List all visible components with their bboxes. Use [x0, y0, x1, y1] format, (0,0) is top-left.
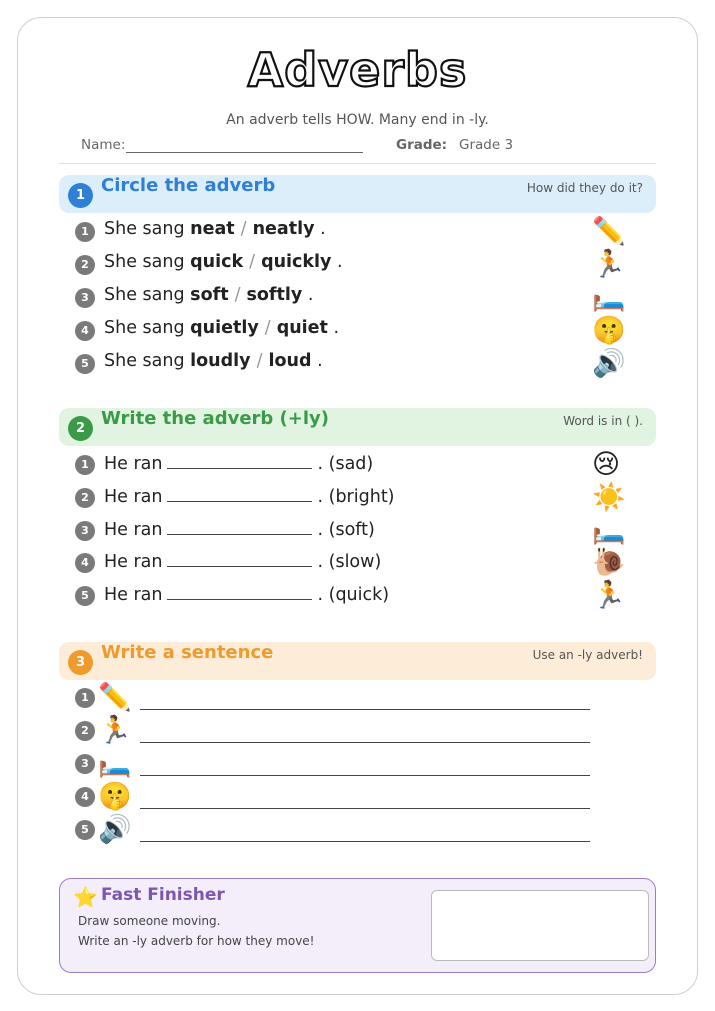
row-suffix: . — [317, 351, 323, 371]
sentence-row — [75, 814, 595, 850]
page-subtitle: An adverb tells HOW. Many end in -ly. — [226, 112, 489, 128]
section-3-header — [59, 642, 656, 680]
row-prefix: He ran — [104, 487, 163, 507]
row-prefix: He ran — [104, 552, 163, 572]
sentence-row — [75, 715, 595, 751]
option-separator: / — [240, 219, 247, 239]
answer-blank[interactable] — [167, 518, 312, 535]
grade-label: Grade: — [396, 137, 448, 153]
sentence-line[interactable] — [140, 841, 590, 842]
option-a[interactable]: loudly — [190, 351, 251, 371]
option-separator: / — [256, 351, 263, 371]
shushing-face-icon: 🤫 — [592, 315, 626, 346]
row-number: 1 — [75, 455, 95, 475]
option-a[interactable]: neat — [190, 219, 235, 239]
row-number: 2 — [75, 721, 95, 741]
option-b[interactable]: quiet — [276, 318, 328, 338]
row-prefix: She sang — [104, 351, 185, 371]
fill-row — [75, 548, 635, 578]
row-number: 2 — [75, 488, 95, 508]
circle-row — [75, 349, 635, 379]
sentence-line[interactable] — [140, 709, 590, 710]
shushing-face-icon: 🤫 — [98, 781, 132, 812]
fill-row — [75, 483, 635, 513]
answer-blank[interactable] — [167, 583, 312, 600]
option-separator: / — [264, 318, 271, 338]
circle-row — [75, 316, 635, 346]
fast-finisher-instruction-2: Write an -ly adverb for how they move! — [78, 934, 315, 948]
speaker-icon: 🔊 — [592, 348, 626, 379]
row-number: 3 — [75, 521, 95, 541]
speaker-icon: 🔊 — [98, 814, 132, 845]
grade-value: Grade 3 — [459, 137, 514, 153]
row-number: 3 — [75, 288, 95, 308]
pencil-icon: ✏️ — [98, 682, 132, 713]
fill-row — [75, 516, 635, 546]
page-title: Adverbs — [247, 43, 468, 97]
row-number: 3 — [75, 754, 95, 774]
fast-finisher-box — [59, 878, 656, 973]
section-1-number: 1 — [68, 183, 93, 208]
row-number: 4 — [75, 553, 95, 573]
fast-finisher-title: Fast Finisher — [101, 885, 225, 905]
runner-icon: 🏃 — [592, 249, 626, 280]
section-1-hint: How did they do it? — [526, 181, 643, 195]
row-number: 4 — [75, 787, 95, 807]
row-prefix: He ran — [104, 585, 163, 605]
row-number: 5 — [75, 820, 95, 840]
pencil-icon: ✏️ — [592, 216, 626, 247]
answer-blank[interactable] — [167, 550, 312, 567]
option-b[interactable]: neatly — [252, 219, 315, 239]
header-divider — [59, 163, 656, 164]
hint-word: . (sad) — [317, 454, 374, 474]
sentence-row — [75, 781, 595, 817]
fill-row — [75, 581, 635, 611]
answer-blank[interactable] — [167, 485, 312, 502]
hint-word: . (quick) — [317, 585, 390, 605]
bed-icon: 🛏️ — [592, 282, 626, 313]
circle-row — [75, 283, 635, 313]
hint-word: . (slow) — [317, 552, 382, 572]
section-1-header — [59, 175, 656, 213]
circle-row — [75, 250, 635, 280]
row-suffix: . — [337, 252, 343, 272]
option-b[interactable]: loud — [268, 351, 312, 371]
snail-icon: 🐌 — [592, 547, 626, 578]
section-3-hint: Use an -ly adverb! — [532, 648, 643, 662]
row-suffix: . — [333, 318, 340, 338]
sentence-line[interactable] — [140, 775, 590, 776]
runner-icon: 🏃 — [592, 580, 626, 611]
option-a[interactable]: soft — [190, 285, 229, 305]
option-a[interactable]: quick — [190, 252, 244, 272]
circle-row — [75, 217, 635, 247]
option-b[interactable]: softly — [246, 285, 303, 305]
row-number: 5 — [75, 586, 95, 606]
row-prefix: He ran — [104, 454, 163, 474]
crying-face-icon: 😢 — [592, 449, 621, 480]
sentence-row — [75, 682, 595, 718]
row-prefix: She sang — [104, 318, 185, 338]
row-suffix: . — [320, 219, 326, 239]
row-number: 1 — [75, 688, 95, 708]
option-a[interactable]: quietly — [190, 318, 259, 338]
row-number: 4 — [75, 321, 95, 341]
answer-blank[interactable] — [167, 452, 312, 469]
fast-finisher-instruction-1: Draw someone moving. — [78, 914, 221, 928]
sentence-row — [75, 748, 595, 784]
section-2-number: 2 — [68, 416, 93, 441]
star-icon: ⭐ — [73, 885, 98, 909]
row-number: 5 — [75, 354, 95, 374]
section-3-title: Write a sentence — [101, 642, 274, 663]
drawing-box[interactable] — [431, 890, 649, 961]
section-2-hint: Word is in ( ). — [563, 414, 643, 428]
section-2-header — [59, 408, 656, 446]
row-prefix: He ran — [104, 520, 163, 540]
name-label: Name: — [81, 137, 126, 153]
option-separator: / — [234, 285, 241, 305]
section-3-number: 3 — [68, 650, 93, 675]
row-prefix: She sang — [104, 285, 185, 305]
sentence-line[interactable] — [140, 742, 590, 743]
row-number: 2 — [75, 255, 95, 275]
section-2-title: Write the adverb (+ly) — [101, 408, 329, 429]
fill-row — [75, 450, 635, 480]
sentence-line[interactable] — [140, 808, 590, 809]
row-prefix: She sang — [104, 252, 185, 272]
section-1-title: Circle the adverb — [101, 175, 276, 196]
option-separator: / — [249, 252, 256, 272]
hint-word: . (bright) — [317, 487, 395, 507]
name-field[interactable] — [126, 152, 363, 153]
hint-word: . (soft) — [317, 520, 375, 540]
row-suffix: . — [307, 285, 314, 305]
bed-icon: 🛏️ — [98, 748, 132, 779]
sun-icon: ☀️ — [592, 482, 626, 513]
row-prefix: She sang — [104, 219, 185, 239]
bed-icon: 🛏️ — [592, 515, 626, 546]
runner-icon: 🏃 — [98, 715, 132, 746]
option-b[interactable]: quickly — [261, 252, 332, 272]
row-number: 1 — [75, 222, 95, 242]
